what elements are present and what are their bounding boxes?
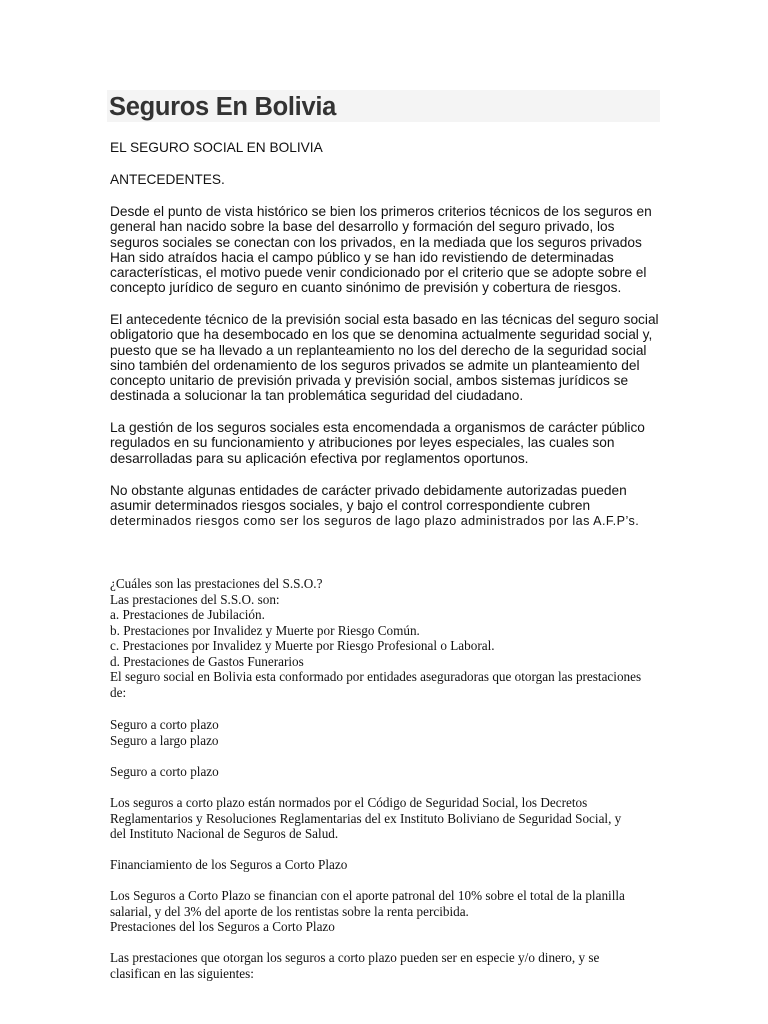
text-line: El antecedente técnico de la previsión social esta basado en las técnicas del seguro social xyxy=(110,312,659,327)
list-item: c. Prestaciones por Invalidez y Muerte por Riesgo Profesional o Laboral. xyxy=(110,638,495,653)
text-line: puesto que se ha llevado a un replanteamiento no los del derecho de la seguridad social xyxy=(110,342,647,358)
text-line: Desde el punto de vista histórico se bien los primeros criterios técnicos de los seguros en xyxy=(110,204,652,219)
paragraph-short-term-rules xyxy=(110,795,670,842)
list-item: Seguro a corto plazo xyxy=(110,717,219,732)
benefits-list xyxy=(110,576,670,700)
text-line: salarial, y del 3% del aporte de los rentistas sobre la renta percibida. xyxy=(110,903,469,919)
text-line: destinada a solucionar la tan problemática seguridad del ciudadano. xyxy=(110,388,524,404)
paragraph-management xyxy=(110,420,670,466)
text-line: La gestión de los seguros sociales esta encomendada a organismos de carácter público xyxy=(110,420,645,435)
question-line: ¿Cuáles son las prestaciones del S.S.O.? xyxy=(110,576,323,591)
text-line: Reglamentarios y Resoluciones Reglamentarias del ex Instituto Boliviano de Seguridad Social, y xyxy=(110,810,622,826)
text-line: clasifican en las siguientes: xyxy=(110,965,254,981)
text-line: determinados riesgos como ser los seguros de lago plazo administrados por las A.F.P’s. xyxy=(110,513,640,528)
paragraph-benefits-types xyxy=(110,950,670,981)
document-title: Seguros En Bolivia xyxy=(109,93,336,121)
subheading-financing: Financiamiento de los Seguros a Corto Plazo xyxy=(110,857,348,872)
list-item: d. Prestaciones de Gastos Funerarios xyxy=(110,653,304,669)
subsection-heading: ANTECEDENTES. xyxy=(110,172,225,187)
list-intro: Las prestaciones del S.S.O. son: xyxy=(110,591,280,607)
text-line: Los Seguros a Corto Plazo se financian con el aporte patronal del 10% sobre el total de la planilla xyxy=(110,888,625,903)
subheading-short-term: Seguro a corto plazo xyxy=(110,764,219,779)
text-line: regulados en su funcionamiento y atribuciones por leyes especiales, las cuales son xyxy=(110,435,615,451)
paragraph-history xyxy=(110,204,670,296)
text-line: El seguro social en Bolivia esta conformado por entidades aseguradoras que otorgan las prestaciones xyxy=(110,669,642,684)
text-line: Han sido atraídos hacia el campo público y se han ido revistiendo de determinadas xyxy=(110,249,614,265)
text-line: Los seguros a corto plazo están normados por el Código de Seguridad Social, los Decretos xyxy=(110,795,588,810)
text-line: desarrolladas para su aplicación efectiva por reglamentos oportunos. xyxy=(110,450,529,466)
text-line: de: xyxy=(110,684,127,700)
paragraph-private-entities xyxy=(110,483,670,529)
list-item: b. Prestaciones por Invalidez y Muerte por Riesgo Común. xyxy=(110,622,420,638)
paragraph-technical xyxy=(110,312,670,404)
text-line: del Instituto Nacional de Seguros de Salud. xyxy=(110,826,339,841)
insurance-types xyxy=(110,717,670,748)
text-line: Las prestaciones que otorgan los seguros a corto plazo pueden ser en especie y/o dinero, y se xyxy=(110,950,600,965)
text-line: asumir determinados riesgos sociales, y bajo el control correspondiente cubren xyxy=(110,498,591,514)
section-heading: EL SEGURO SOCIAL EN BOLIVIA xyxy=(110,140,323,155)
text-line: concepto unitario de previsión privada y previsión social, ambos sistemas jurídicos se xyxy=(110,373,629,389)
text-line: Prestaciones del los Seguros a Corto Plazo xyxy=(110,919,335,934)
text-line: obligatorio que ha desembocado en los que se denomina actualmente seguridad social y, xyxy=(110,327,653,343)
list-item: a. Prestaciones de Jubilación. xyxy=(110,607,265,622)
list-item: Seguro a largo plazo xyxy=(110,732,219,748)
text-line: sino también del ordenamiento de los seguros privados se admite un planteamiento del xyxy=(110,357,640,373)
paragraph-financing xyxy=(110,888,670,935)
text-line: concepto jurídico de seguro en cuanto sinónimo de previsión y cobertura de riesgos. xyxy=(110,280,622,296)
text-line: seguros sociales se conectan con los privados, en la mediada que los seguros privados xyxy=(110,234,642,250)
text-line: No obstante algunas entidades de carácter privado debidamente autorizadas pueden xyxy=(110,483,627,498)
text-line: general han nacido sobre la base del desarrollo y formación del seguro privado, los xyxy=(110,219,615,235)
text-line: características, el motivo puede venir condicionado por el criterio que se adopte sobre el xyxy=(110,265,647,281)
